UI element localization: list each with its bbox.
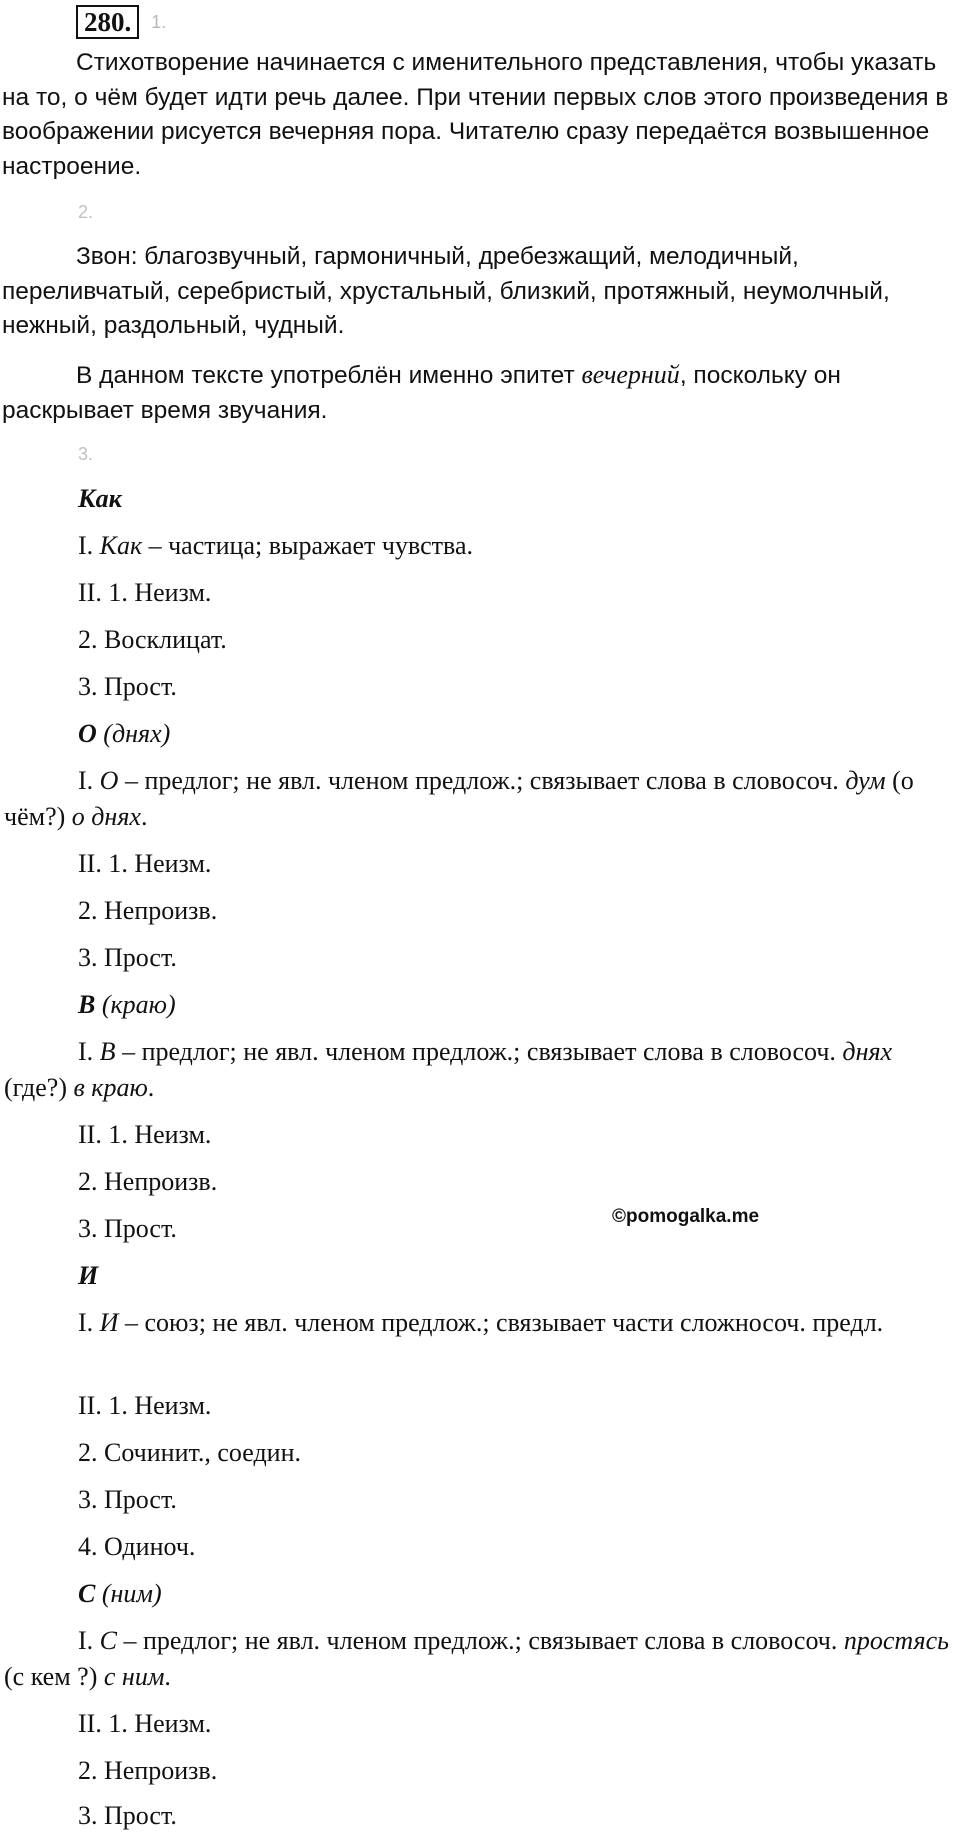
s-line-3: 3. Прост. bbox=[78, 1801, 177, 1830]
s-heading-word: С bbox=[78, 1579, 96, 1608]
v-line-2: 2. Непроизв. bbox=[78, 1167, 218, 1196]
s-line-ii: II. 1. Неизм. bbox=[78, 1709, 212, 1738]
i-line-2: 2. Сочинит., соедин. bbox=[78, 1438, 302, 1467]
v-example-a: днях bbox=[842, 1037, 893, 1066]
i-line-4: 4. Одиноч. bbox=[78, 1532, 196, 1561]
s-example-b: с ним bbox=[103, 1662, 165, 1691]
v-line-ii: II. 1. Неизм. bbox=[78, 1120, 212, 1149]
part2-epithet-paragraph bbox=[2, 358, 960, 428]
exercise-header bbox=[76, 4, 166, 40]
o-heading-word: О bbox=[78, 719, 97, 748]
section-label-3: 3. bbox=[78, 444, 94, 464]
section-label-1: 1. bbox=[151, 11, 167, 32]
kak-line-ii: II. 1. Неизм. bbox=[78, 578, 212, 607]
heading-v bbox=[78, 987, 958, 1023]
v-i-rest: – предлог; не явл. членом предлож.; связывает слова в словосоч. bbox=[115, 1037, 836, 1066]
heading-kak: Как bbox=[78, 484, 122, 513]
heading-s bbox=[78, 1576, 958, 1612]
v-example-question: (где?) bbox=[4, 1073, 74, 1102]
o-line-i: I. О – предлог; не явл. членом предлож.; связывает слова в словосоч. дум (о чём?) о днях. bbox=[4, 766, 914, 831]
v-heading-word: В bbox=[78, 990, 96, 1019]
o-example-b: о днях bbox=[71, 802, 141, 831]
heading-i: И bbox=[78, 1261, 99, 1290]
part1-paragraph: Стихотворение начинается с именительного представления, чтобы указать на то, о чём будет идти речь далее. При чтении первых слов этого произведения в воображении рисуется вечерняя пора. Читателю сразу передаётся возвышенное настроение. bbox=[2, 49, 949, 180]
o-example-a: дум bbox=[845, 766, 886, 795]
v-line-i: I. В – предлог; не явл. членом предлож.; связывает слова в словосоч. днях (где?) в краю. bbox=[4, 1037, 893, 1102]
epithet-text-before: В данном тексте употреблён именно эпитет bbox=[76, 362, 582, 389]
s-line-2: 2. Непроизв. bbox=[78, 1756, 218, 1785]
i-line-ii: II. 1. Неизм. bbox=[78, 1391, 212, 1420]
kak-i-rest: – частица; выражает чувства. bbox=[142, 531, 473, 560]
s-i-rest: – предлог; не явл. членом предлож.; связывает слова в словосоч. bbox=[117, 1626, 838, 1655]
i-i-rest: – союз; не явл. членом предлож.; связывает части сложносоч. предл. bbox=[118, 1308, 884, 1337]
o-heading-note: (днях) bbox=[96, 719, 171, 748]
o-line-ii: II. 1. Неизм. bbox=[78, 849, 212, 878]
v-heading-note: (краю) bbox=[95, 990, 176, 1019]
o-i-rest: – предлог; не явл. членом предлож.; связывает слова в словосоч. bbox=[118, 766, 839, 795]
i-line-3: 3. Прост. bbox=[78, 1485, 177, 1514]
heading-o bbox=[78, 716, 958, 752]
s-example-a: простясь bbox=[843, 1626, 949, 1655]
o-i-word: О bbox=[99, 766, 119, 795]
watermark: ©pomogalka.me bbox=[612, 1206, 760, 1227]
kak-line-i: I. Как – частица; выражает чувства. bbox=[78, 531, 473, 560]
v-i-word: В bbox=[99, 1037, 116, 1066]
section-label-2: 2. bbox=[78, 202, 94, 222]
o-line-2: 2. Непроизв. bbox=[78, 896, 218, 925]
s-example-question: (с кем ?) bbox=[4, 1662, 104, 1691]
o-line-3: 3. Прост. bbox=[78, 943, 177, 972]
v-line-3: 3. Прост. bbox=[78, 1214, 177, 1243]
s-heading-note: (ним) bbox=[95, 1579, 162, 1608]
kak-line-2: 2. Восклицат. bbox=[78, 625, 227, 654]
epithet-word: вечерний bbox=[581, 360, 680, 389]
i-i-word: И bbox=[99, 1308, 119, 1337]
kak-line-3: 3. Прост. bbox=[78, 672, 177, 701]
o-example-question: (о чём?) bbox=[4, 766, 914, 831]
epithet-text-after: , поскольку он раскрывает время звучания. bbox=[2, 362, 841, 424]
v-example-b: в краю bbox=[73, 1073, 148, 1102]
s-i-word: С bbox=[99, 1626, 118, 1655]
exercise-number: 280. bbox=[76, 5, 139, 39]
part2-sound-list: Звон: благозвучный, гармоничный, дребезжащий, мелодичный, переливчатый, серебристый, хрустальный, близкий, протяжный, неумолчный, нежный, раздольный, чудный. bbox=[2, 243, 890, 339]
s-line-i: I. С – предлог; не явл. членом предлож.; связывает слова в словосоч. простясь (с кем ?) с ним. bbox=[4, 1626, 949, 1691]
i-line-i: I. И – союз; не явл. членом предлож.; связывает части сложносоч. предл. bbox=[78, 1308, 884, 1337]
kak-i-word: Как bbox=[99, 531, 143, 560]
